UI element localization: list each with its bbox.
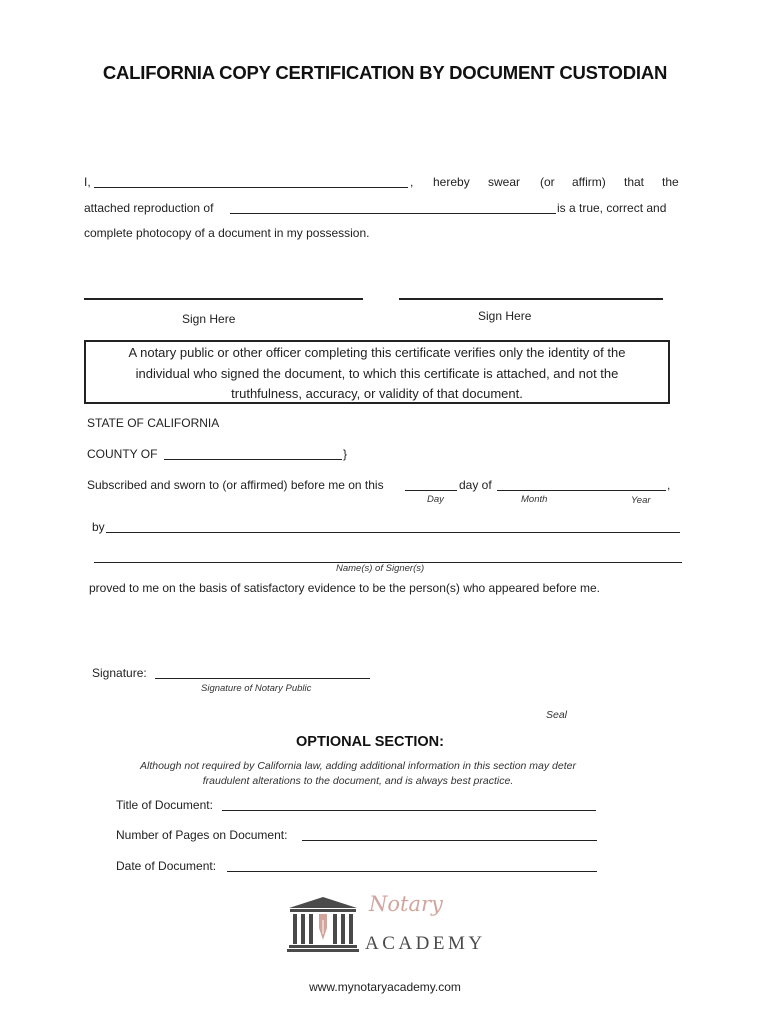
optional-section-heading: OPTIONAL SECTION: [296,734,444,750]
day-field[interactable] [405,479,457,491]
statement-the: the [662,175,679,189]
title-of-document-label: Title of Document: [116,798,213,812]
month-caption: Month [521,494,548,505]
sign-here-label-left: Sign Here [182,312,236,326]
statement-hereby: hereby [433,175,470,189]
statement-comma: , [410,175,414,189]
statement-affirm: affirm) [572,175,606,189]
number-of-pages-field[interactable] [302,829,597,841]
footer-url[interactable]: www.mynotaryacademy.com [309,980,461,994]
notary-academy-logo [287,892,487,956]
date-of-document-label: Date of Document: [116,859,217,873]
year-caption: Year [631,495,651,506]
logo-script-text: Notary [369,892,443,916]
statement-i: I, [84,175,91,189]
document-description-field[interactable] [230,202,556,214]
day-of-label: day of [459,478,492,492]
statement-or: (or [540,175,555,189]
sign-here-label-right: Sign Here [478,309,532,323]
custodian-signature-line-left[interactable] [84,298,363,300]
signer-names-field[interactable] [106,521,680,533]
notary-signature-field[interactable] [155,667,370,679]
county-field[interactable] [164,448,342,460]
logo-academy-text: ACADEMY [365,933,486,954]
notary-signature-label: Signature: [92,666,147,680]
statement-complete-photocopy: complete photocopy of a document in my possession. [84,226,370,240]
by-label: by [92,520,105,534]
document-title: CALIFORNIA COPY CERTIFICATION BY DOCUMENT CUSTODIAN [102,62,668,83]
optional-note-line-2: fraudulent alterations to the document, and is always best practice. [202,775,514,787]
title-of-document-field[interactable] [222,799,596,811]
statement-swear: swear [488,175,521,189]
month-year-field[interactable] [497,479,666,491]
county-label: COUNTY OF [87,447,158,461]
notary-disclaimer-box [84,340,670,404]
disclaimer-line-1: A notary public or other officer completing this certificate verifies only the identity of the [128,345,626,360]
statement-attached-reproduction: attached reproduction of [84,201,214,215]
optional-note-line-1: Although not required by California law, adding additional information in this section may deter [139,760,576,772]
names-of-signers-caption: Name(s) of Signer(s) [336,563,425,574]
disclaimer-line-2: individual who signed the document, to which this certificate is attached, and not the [135,365,619,381]
county-brace: } [343,447,348,461]
signature-of-notary-caption: Signature of Notary Public [201,683,312,694]
seal-label: Seal [546,709,568,721]
number-of-pages-label: Number of Pages on Document: [116,828,288,842]
date-comma: , [667,478,671,492]
courthouse-pen-icon [287,896,359,952]
statement-true-correct: is a true, correct and [557,201,667,215]
disclaimer-line-3: truthfulness, accuracy, or validity of that document. [231,386,523,401]
proved-statement: proved to me on the basis of satisfactory evidence to be the person(s) who appeared before me. [89,581,600,595]
state-label: STATE OF CALIFORNIA [87,416,220,430]
declarant-name-field[interactable] [94,176,408,188]
subscribed-label: Subscribed and sworn to (or affirmed) before me on this [87,478,384,492]
day-caption: Day [427,494,444,505]
date-of-document-field[interactable] [227,860,597,872]
statement-that: that [624,175,645,189]
custodian-signature-line-right[interactable] [399,298,663,300]
